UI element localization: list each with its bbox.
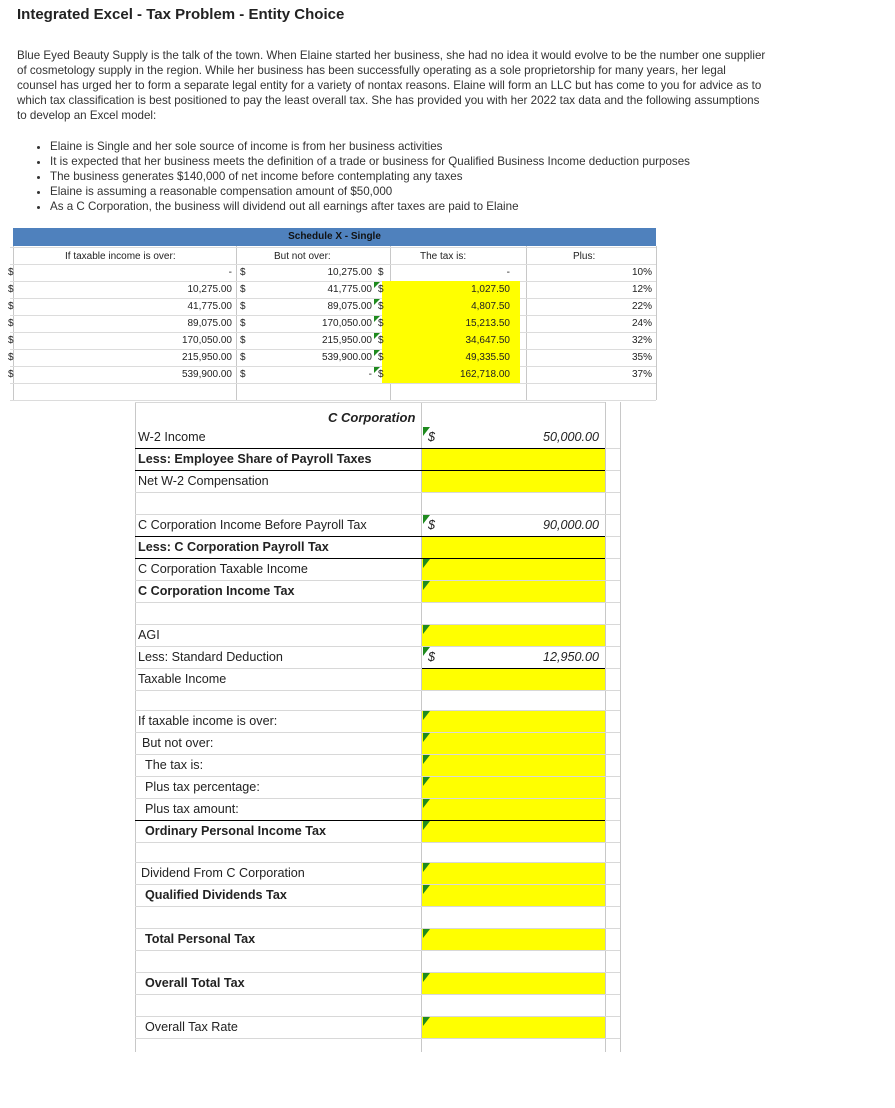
formula-marker xyxy=(423,821,430,830)
cell-not-over: 10,275.00 xyxy=(327,267,372,278)
cell-not-over: 170,050.00 xyxy=(321,318,372,329)
row-top-border xyxy=(135,470,605,471)
input-cell xyxy=(422,821,605,842)
input-cell xyxy=(422,471,605,492)
formula-marker xyxy=(423,973,430,982)
row-label-plus-amt: Plus tax amount: xyxy=(145,802,239,816)
row-top-border xyxy=(135,820,605,821)
input-cell xyxy=(422,733,605,754)
row-currency-symbol: $ xyxy=(240,352,246,363)
input-cell xyxy=(422,625,605,646)
formula-marker xyxy=(423,733,430,742)
formula-marker xyxy=(423,929,430,938)
row-value: 12,950.00 xyxy=(542,650,599,664)
formula-marker xyxy=(423,777,430,786)
input-cell xyxy=(422,863,605,884)
row-currency-symbol: $ xyxy=(378,284,384,295)
grid-line xyxy=(135,402,605,403)
col-header-not-over: But not over: xyxy=(274,251,331,262)
assumptions-list xyxy=(34,139,690,214)
grid-line xyxy=(605,402,606,1052)
cell-over: 89,075.00 xyxy=(187,318,232,329)
grid-line xyxy=(135,906,620,907)
formula-marker xyxy=(374,299,380,305)
grid-line xyxy=(236,246,237,400)
row-label-qualified-div-tax: Qualified Dividends Tax xyxy=(145,888,287,902)
cell-rate: 35% xyxy=(631,352,652,363)
assumption-item: • It is expected that her business meets the definition of a trade or business for Qualified Business Income deduction purposes xyxy=(50,154,690,169)
schedule-header xyxy=(13,228,656,246)
c-corporation-worksheet xyxy=(135,402,620,1052)
grid-line xyxy=(135,492,620,493)
row-label-if-over: If taxable income is over: xyxy=(138,714,278,728)
row-currency-symbol: $ xyxy=(8,284,14,295)
problem-description: Blue Eyed Beauty Supply is the talk of the town. When Elaine started her business, she had no idea it would evolve to be the number one supplier of cosmetology supply in the region. While her business has been successfully operating as a sole proprietorship for many years, her legal counsel has urged her to form a separate legal entity for a variety of nontax reasons. Elaine will form an LLC but has come to you for advice as to which tax classification is best positioned to pay the least overall tax. She has provided you with her 2022 tax data and the following assumptions to develop an Excel model: xyxy=(17,49,766,122)
cell-tax-is: - xyxy=(506,267,510,278)
grid-line xyxy=(10,315,656,316)
cell-rate: 37% xyxy=(631,369,652,380)
formula-marker xyxy=(423,1017,430,1026)
row-currency-symbol: $ xyxy=(8,318,14,329)
cell-rate: 32% xyxy=(631,335,652,346)
row-label-total-personal-tax: Total Personal Tax xyxy=(145,932,256,946)
cell-not-over: - xyxy=(368,369,372,380)
assumption-item: • The business generates $140,000 of net income before contemplating any taxes xyxy=(50,169,690,184)
cell-not-over: 41,775.00 xyxy=(327,284,372,295)
cell-over: 170,050.00 xyxy=(181,335,232,346)
grid-line xyxy=(10,264,656,265)
schedule-title: Schedule X - Single xyxy=(288,231,381,242)
row-label-corp-income-tax: C Corporation Income Tax xyxy=(138,584,295,598)
page-title: Integrated Excel - Tax Problem - Entity Choice xyxy=(17,6,345,23)
col-header-tax-is: The tax is: xyxy=(420,251,467,262)
grid-line xyxy=(135,950,620,951)
cell-over: 41,775.00 xyxy=(187,301,232,312)
grid-line xyxy=(135,690,620,691)
row-label-corp-taxable-income: C Corporation Taxable Income xyxy=(138,562,308,576)
row-currency-symbol: $ xyxy=(240,284,246,295)
row-currency-symbol: $ xyxy=(240,335,246,346)
grid-line xyxy=(135,514,620,515)
input-cell xyxy=(422,581,605,602)
row-currency-symbol: $ xyxy=(378,318,384,329)
input-cell xyxy=(422,669,605,690)
row-top-border xyxy=(135,558,605,559)
cell-rate: 12% xyxy=(631,284,652,295)
grid-line xyxy=(135,402,136,1052)
input-cell xyxy=(422,885,605,906)
cell-rate: 22% xyxy=(631,301,652,312)
cell-tax-is: 15,213.50 xyxy=(465,318,510,329)
formula-marker xyxy=(423,863,430,872)
row-currency-symbol: $ xyxy=(378,267,384,278)
row-currency-symbol: $ xyxy=(240,318,246,329)
input-cell xyxy=(422,799,605,820)
cell-over: 539,900.00 xyxy=(181,369,232,380)
input-cell xyxy=(422,1017,605,1038)
input-cell xyxy=(422,929,605,950)
currency-symbol: $ xyxy=(428,518,436,532)
grid-line xyxy=(135,646,620,647)
formula-marker xyxy=(423,559,430,568)
cell-not-over: 215,950.00 xyxy=(321,335,372,346)
row-currency-symbol: $ xyxy=(240,301,246,312)
formula-marker xyxy=(374,333,380,339)
grid-line xyxy=(10,400,656,401)
row-top-border xyxy=(135,448,605,449)
grid-line xyxy=(10,332,656,333)
assumption-item: • Elaine is assuming a reasonable compensation amount of $50,000 xyxy=(50,184,690,199)
grid-line xyxy=(656,246,657,400)
row-label-less-corp-payroll: Less: C Corporation Payroll Tax xyxy=(138,540,329,554)
row-label-income-before-payroll: C Corporation Income Before Payroll Tax xyxy=(138,518,367,532)
row-currency-symbol: $ xyxy=(378,369,384,380)
input-cell xyxy=(422,711,605,732)
row-currency-symbol: $ xyxy=(8,352,14,363)
row-label-dividend: Dividend From C Corporation xyxy=(141,866,305,880)
formula-marker xyxy=(423,799,430,808)
cell-over: 10,275.00 xyxy=(187,284,232,295)
input-cell xyxy=(422,449,605,470)
row-currency-symbol: $ xyxy=(8,369,14,380)
row-label-net-w2: Net W-2 Compensation xyxy=(138,474,269,488)
formula-marker xyxy=(423,625,430,634)
row-label-w2-income: W-2 Income xyxy=(138,430,206,444)
grid-line xyxy=(10,383,656,384)
input-cell xyxy=(422,755,605,776)
row-currency-symbol: $ xyxy=(8,267,14,278)
cell-over: 215,950.00 xyxy=(181,352,232,363)
input-cell xyxy=(422,973,605,994)
cell-over: - xyxy=(228,267,232,278)
input-cell xyxy=(422,777,605,798)
row-value: 90,000.00 xyxy=(542,518,599,532)
grid-line xyxy=(526,246,527,400)
row-label-less-standard-deduction: Less: Standard Deduction xyxy=(138,650,283,664)
col-header-over: If taxable income is over: xyxy=(65,251,176,262)
row-currency-symbol: $ xyxy=(240,267,246,278)
grid-line xyxy=(620,402,621,1052)
formula-marker xyxy=(374,282,380,288)
row-currency-symbol: $ xyxy=(378,301,384,312)
cell-tax-is: 4,807.50 xyxy=(471,301,510,312)
grid-line xyxy=(135,602,620,603)
grid-line xyxy=(135,1038,620,1039)
cell-tax-is: 34,647.50 xyxy=(465,335,510,346)
cell-rate: 10% xyxy=(631,267,652,278)
row-label-overall-tax-rate: Overall Tax Rate xyxy=(145,1020,238,1034)
formula-marker xyxy=(423,755,430,764)
formula-marker xyxy=(374,350,380,356)
tax-cell-highlight xyxy=(382,281,520,383)
assumption-item: • Elaine is Single and her sole source of income is from her business activities xyxy=(50,139,690,154)
row-label-less-employee-payroll: Less: Employee Share of Payroll Taxes xyxy=(138,452,372,466)
row-label-overall-total-tax: Overall Total Tax xyxy=(145,976,245,990)
cell-not-over: 89,075.00 xyxy=(327,301,372,312)
cell-tax-is: 162,718.00 xyxy=(459,369,510,380)
currency-symbol: $ xyxy=(428,430,436,444)
grid-line xyxy=(10,247,656,248)
row-currency-symbol: $ xyxy=(8,301,14,312)
grid-line xyxy=(135,842,620,843)
assumption-item: • As a C Corporation, the business will dividend out all earnings after taxes are paid to Elaine xyxy=(50,199,690,214)
formula-marker xyxy=(374,367,380,373)
cell-tax-is: 49,335.50 xyxy=(465,352,510,363)
c-corp-title: C Corporation xyxy=(328,410,416,425)
row-label-agi: AGI xyxy=(138,628,160,642)
row-currency-symbol: $ xyxy=(240,369,246,380)
formula-marker xyxy=(423,885,430,894)
formula-marker xyxy=(423,581,430,590)
row-currency-symbol: $ xyxy=(378,352,384,363)
grid-line xyxy=(10,281,656,282)
cell-tax-is: 1,027.50 xyxy=(471,284,510,295)
grid-line xyxy=(10,349,656,350)
row-label-tax-is: The tax is: xyxy=(145,758,204,772)
row-top-border xyxy=(135,536,605,537)
row-currency-symbol: $ xyxy=(8,335,14,346)
row-label-plus-pct: Plus tax percentage: xyxy=(145,780,260,794)
row-currency-symbol: $ xyxy=(378,335,384,346)
formula-marker xyxy=(374,316,380,322)
input-cell xyxy=(422,559,605,580)
row-label-ordinary-tax: Ordinary Personal Income Tax xyxy=(145,824,327,838)
col-header-plus: Plus: xyxy=(573,251,596,262)
row-label-taxable-income: Taxable Income xyxy=(138,672,227,686)
grid-line xyxy=(135,994,620,995)
input-cell xyxy=(422,537,605,558)
row-label-but-not-over: But not over: xyxy=(142,736,214,750)
formula-marker xyxy=(423,711,430,720)
grid-line xyxy=(10,298,656,299)
grid-line xyxy=(10,366,656,367)
cell-not-over: 539,900.00 xyxy=(321,352,372,363)
schedule-x-table xyxy=(10,228,656,400)
cell-rate: 24% xyxy=(631,318,652,329)
currency-symbol: $ xyxy=(428,650,436,664)
row-value: 50,000.00 xyxy=(542,430,599,444)
